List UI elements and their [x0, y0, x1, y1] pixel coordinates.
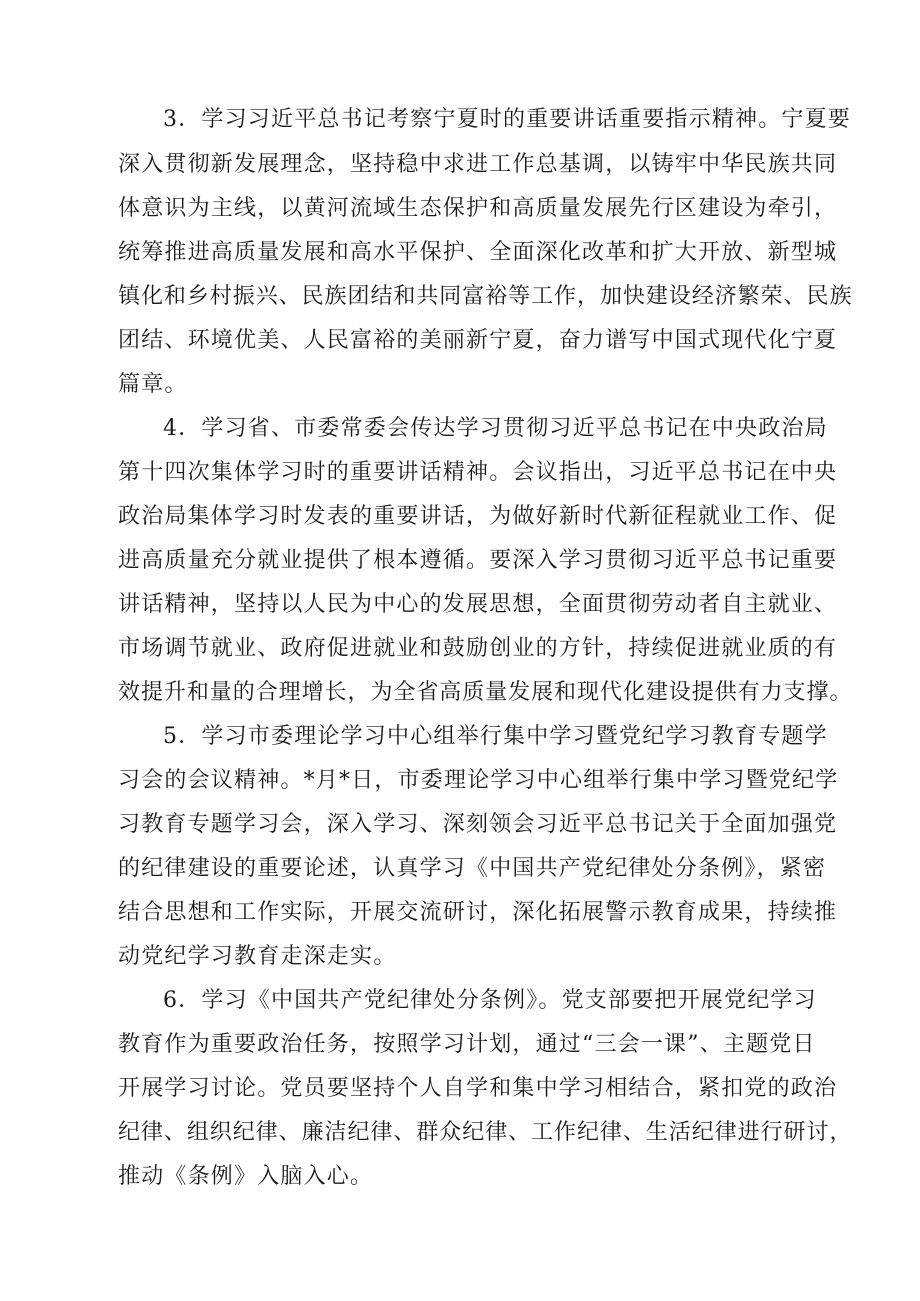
paragraph-3-line-7: 篇章。 — [118, 372, 188, 397]
paragraph-4-line-3: 政治局集体学习时发表的重要讲话，为做好新时代新征程就业工作、促 — [118, 504, 838, 529]
paragraph-3-line-1: 3．学习习近平总书记考察宁夏时的重要讲话重要指示精神。宁夏要 — [163, 107, 851, 132]
paragraph-4-line-5: 讲话精神，坚持以人民为中心的发展思想，全面贯彻劳动者自主就业、 — [118, 592, 838, 617]
paragraph-3-line-6: 团结、环境优美、人民富裕的美丽新宁夏，奋力谱写中国式现代化宁夏 — [118, 328, 838, 353]
paragraph-4-line-7: 效提升和量的合理增长，为全省高质量发展和现代化建设提供有力支撑。 — [118, 680, 853, 705]
paragraph-5-line-6: 动党纪学习教育走深走实。 — [118, 944, 397, 969]
paragraph-5-line-3: 习教育专题学习会，深入学习、深刻领会习近平总书记关于全面加强党 — [118, 812, 838, 837]
paragraph-4-line-4: 进高质量充分就业提供了根本遵循。要深入学习贯彻习近平总书记重要 — [118, 548, 838, 573]
paragraph-3-line-4: 统筹推进高质量发展和高水平保护、全面深化改革和扩大开放、新型城 — [118, 240, 838, 265]
paragraph-4-line-1: 4．学习省、市委常委会传达学习贯彻习近平总书记在中央政治局 — [163, 416, 828, 441]
paragraph-4-line-2: 第十四次集体学习时的重要讲话精神。会议指出，习近平总书记在中央 — [118, 460, 838, 485]
paragraph-3-line-5: 镇化和乡村振兴、民族团结和共同富裕等工作，加快建设经济繁荣、民族 — [118, 284, 853, 309]
paragraph-5-line-1: 5．学习市委理论学习中心组举行集中学习暨党纪学习教育专题学 — [163, 724, 828, 749]
paragraph-6-line-3: 开展学习讨论。党员要坚持个人自学和集中学习相结合，紧扣党的政治 — [118, 1076, 838, 1101]
paragraph-5-line-2: 习会的会议精神。*月*日，市委理论学习中心组举行集中学习暨党纪学 — [118, 768, 839, 793]
paragraph-6-line-1: 6．学习《中国共产党纪律处分条例》。党支部要把开展党纪学习 — [163, 988, 817, 1013]
paragraph-3-line-2: 深入贯彻新发展理念，坚持稳中求进工作总基调，以铸牢中华民族共同 — [118, 152, 838, 177]
paragraph-5-line-5: 结合思想和工作实际，开展交流研讨，深化拓展警示教育成果，持续推 — [118, 900, 838, 925]
paragraph-4-line-6: 市场调节就业、政府促进就业和鼓励创业的方针，持续促进就业质的有 — [118, 636, 838, 661]
paragraph-6-line-2: 教育作为重要政治任务，按照学习计划，通过“三会一课”、主题党日 — [118, 1032, 816, 1057]
paragraph-6-line-5: 推动《条例》入脑入心。 — [118, 1164, 374, 1189]
paragraph-3-line-3: 体意识为主线，以黄河流域生态保护和高质量发展先行区建设为牵引， — [118, 196, 838, 221]
paragraph-6-line-4: 纪律、组织纪律、廉洁纪律、群众纪律、工作纪律、生活纪律进行研讨， — [118, 1120, 853, 1145]
paragraph-5-line-4: 的纪律建设的重要论述，认真学习《中国共产党纪律处分条例》，紧密 — [118, 856, 827, 881]
